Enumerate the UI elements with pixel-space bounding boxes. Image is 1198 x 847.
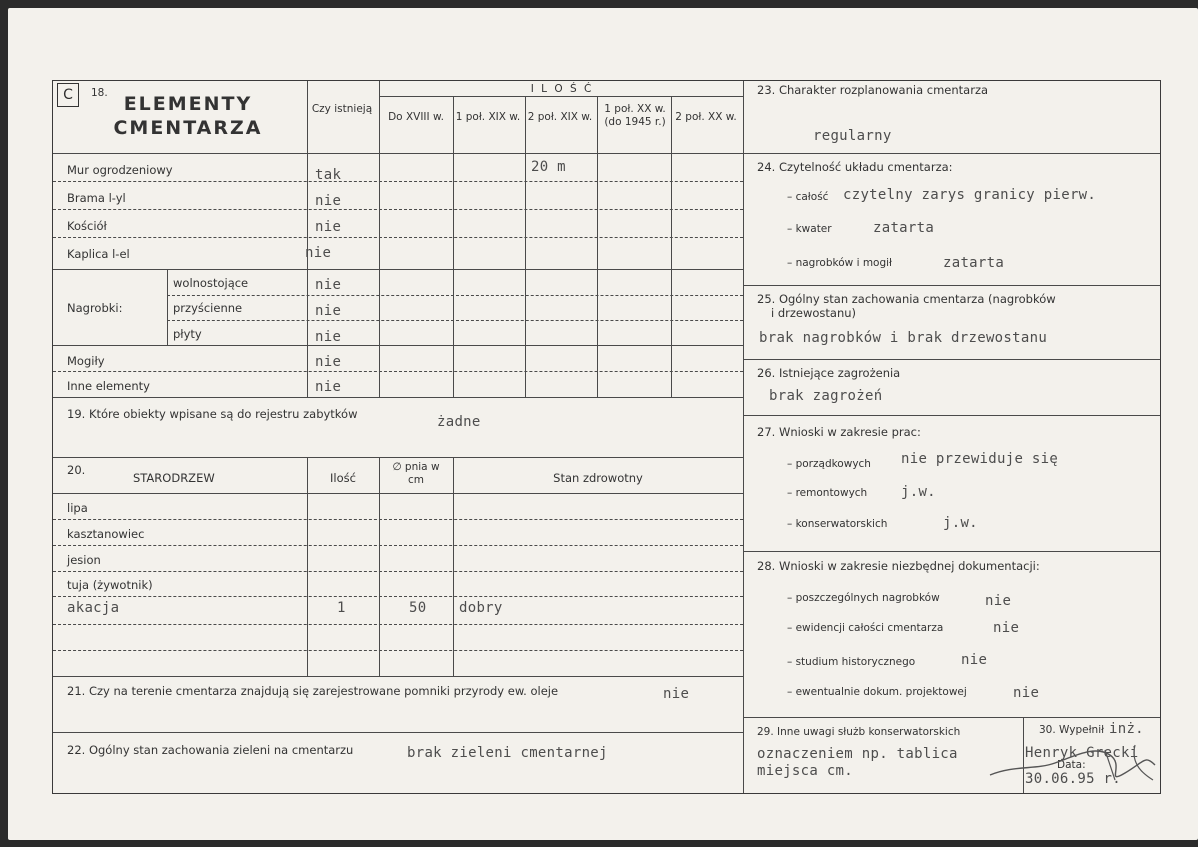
row-line bbox=[53, 209, 743, 210]
s30-data-label: Data: bbox=[1057, 759, 1086, 771]
s19-label: 19. Które obiekty wpisane są do rejestru zabytków bbox=[67, 407, 358, 421]
s27-bottom bbox=[743, 551, 1160, 552]
row-label: przyścienne bbox=[173, 301, 243, 315]
row-line bbox=[53, 345, 743, 346]
s24-kwater-label: – kwater bbox=[787, 223, 832, 235]
row-label: płyty bbox=[173, 327, 202, 341]
s18-header-bottom bbox=[53, 153, 743, 154]
row-label: wolnostojące bbox=[173, 276, 249, 290]
s28-bottom bbox=[743, 717, 1160, 718]
exists-value: nie bbox=[315, 219, 342, 235]
row-line bbox=[53, 237, 743, 238]
s24-nagr-label: – nagrobków i mogił bbox=[787, 257, 893, 269]
qty-2pol-xix-value: 20 m bbox=[531, 159, 566, 175]
s26-label: 26. Istniejące zagrożenia bbox=[757, 366, 901, 380]
s19-bottom bbox=[53, 457, 743, 458]
tree-row-line bbox=[53, 650, 743, 651]
s20-bottom bbox=[53, 676, 743, 677]
row-line bbox=[53, 371, 743, 372]
tree-row-line bbox=[53, 545, 743, 546]
tree-label: jesion bbox=[67, 553, 101, 567]
s27-rem-label: – remontowych bbox=[787, 487, 868, 499]
section-code-box: C bbox=[57, 83, 79, 107]
nagrobki-subcol-line bbox=[167, 269, 168, 345]
col-czy-istnieja: Czy istnieją bbox=[311, 103, 373, 115]
s23-label: 23. Charakter rozplanowania cmentarza bbox=[757, 83, 989, 97]
ilosc-underline bbox=[379, 96, 743, 97]
s28-a-label: – poszczególnych nagrobków bbox=[787, 592, 940, 604]
s20-col-line-1 bbox=[307, 457, 308, 676]
s18-title bbox=[93, 93, 283, 141]
tree-label: kasztanowiec bbox=[67, 527, 145, 541]
tree-condition: dobry bbox=[459, 600, 503, 616]
s20-col-ilosc: Ilość bbox=[330, 471, 356, 485]
s23-bottom bbox=[743, 153, 1160, 154]
s21-value: nie bbox=[663, 686, 690, 702]
s18-title-line1: ELEMENTY bbox=[123, 93, 253, 115]
s27-kons-value: j.w. bbox=[943, 515, 978, 531]
s26-value: brak zagrożeń bbox=[769, 388, 883, 404]
tree-label: tuja (żywotnik) bbox=[67, 578, 153, 592]
col-do-xviii: Do XVIII w. bbox=[388, 111, 444, 123]
s30-name-2: Henryk Grecki bbox=[1025, 745, 1139, 761]
s30-name-1: inż. bbox=[1109, 721, 1144, 737]
tree-diameter: 50 bbox=[409, 600, 427, 616]
s18-col-line-4 bbox=[525, 96, 526, 397]
s29-value-1: oznaczeniem np. tablica bbox=[757, 746, 958, 762]
s24-kwater-value: zatarta bbox=[873, 220, 935, 236]
s20-col-line-3 bbox=[453, 457, 454, 676]
s22-label: 22. Ogólny stan zachowania zieleni na cmentarzu bbox=[67, 743, 354, 757]
ilosc-header: I L O Ś Ć bbox=[530, 83, 594, 95]
col-1pol-xx: 1 poł. XX w. (do 1945 r.) bbox=[604, 103, 666, 129]
s30-date: 30.06.95 r. bbox=[1025, 771, 1122, 787]
s20-col-pnia: ∅ pnia w cm bbox=[392, 461, 440, 487]
exists-value: nie bbox=[305, 245, 332, 261]
s18-col-line-2 bbox=[379, 81, 380, 397]
exists-value: nie bbox=[315, 277, 342, 293]
s24-calosc-value: czytelny zarys granicy pierw. bbox=[843, 187, 1097, 203]
s30-label: 30. Wypełnił bbox=[1039, 724, 1105, 736]
row-line bbox=[53, 181, 743, 182]
s18-title-line2: CMENTARZA bbox=[113, 116, 263, 139]
s21-bottom bbox=[53, 732, 743, 733]
s28-d-label: – ewentualnie dokum. projektowej bbox=[787, 686, 967, 698]
s20-col-stan: Stan zdrowotny bbox=[553, 471, 643, 485]
row-label: Kościół bbox=[67, 219, 107, 233]
s28-b-value: nie bbox=[993, 620, 1020, 636]
s28-b-label: – ewidencji całości cmentarza bbox=[787, 622, 944, 634]
s29-value-2: miejsca cm. bbox=[757, 763, 854, 779]
row-line bbox=[167, 295, 743, 296]
s25-value: brak nagrobków i brak drzewostanu bbox=[759, 330, 1048, 346]
exists-value: nie bbox=[315, 193, 342, 209]
s18-col-line-1 bbox=[307, 81, 308, 397]
s27-rem-value: j.w. bbox=[901, 484, 936, 500]
tree-qty: 1 bbox=[337, 600, 346, 616]
tree-row-line bbox=[53, 519, 743, 520]
s18-col-line-5 bbox=[597, 96, 598, 397]
s27-porz-label: – porządkowych bbox=[787, 458, 871, 470]
row-line bbox=[53, 269, 743, 270]
s20-title: STARODRZEW bbox=[133, 471, 215, 485]
s28-d-value: nie bbox=[1013, 685, 1040, 701]
col-1pol-xix: 1 poł. XIX w. bbox=[455, 111, 521, 123]
s28-c-value: nie bbox=[961, 652, 988, 668]
row-label: Mogiły bbox=[67, 354, 105, 368]
s25-bottom bbox=[743, 359, 1160, 360]
s29-label: 29. Inne uwagi służb konserwatorskich bbox=[757, 726, 961, 738]
s25-label-1: 25. Ogólny stan zachowania cmentarza (nagrobków bbox=[757, 292, 1056, 306]
s24-bottom bbox=[743, 285, 1160, 286]
s19-value: żadne bbox=[437, 414, 481, 430]
s24-nagr-value: zatarta bbox=[943, 255, 1005, 271]
s26-bottom bbox=[743, 415, 1160, 416]
s20-number: 20. bbox=[67, 463, 86, 477]
s28-a-value: nie bbox=[985, 593, 1012, 609]
tree-label: akacja bbox=[67, 600, 120, 616]
s27-kons-label: – konserwatorskich bbox=[787, 518, 888, 530]
s28-c-label: – studium historycznego bbox=[787, 656, 916, 668]
column-divider bbox=[743, 81, 744, 793]
s21-label: 21. Czy na terenie cmentarza znajdują się zarejestrowane pomniki przyrody ew. oleje bbox=[67, 684, 559, 698]
tree-row-line bbox=[53, 571, 743, 572]
s24-calosc-label: – całość bbox=[787, 191, 829, 203]
tree-label: lipa bbox=[67, 501, 88, 515]
tree-row-line bbox=[53, 596, 743, 597]
nagrobki-label: Nagrobki: bbox=[67, 301, 123, 315]
col-2pol-xix: 2 poł. XIX w. bbox=[527, 111, 593, 123]
exists-value: nie bbox=[315, 329, 342, 345]
s24-label: 24. Czytelność układu cmentarza: bbox=[757, 160, 953, 174]
s18-number: 18. bbox=[91, 87, 108, 99]
form-frame bbox=[52, 80, 1161, 794]
row-label: Kaplica l-el bbox=[67, 247, 130, 261]
row-line bbox=[167, 320, 743, 321]
s22-value: brak zieleni cmentarnej bbox=[407, 745, 608, 761]
exists-value: nie bbox=[315, 303, 342, 319]
row-label: Brama l-yl bbox=[67, 191, 126, 205]
tree-row-line bbox=[53, 624, 743, 625]
s18-bottom bbox=[53, 397, 743, 398]
s23-value: regularny bbox=[813, 128, 892, 144]
exists-value: nie bbox=[315, 354, 342, 370]
s18-col-line-3 bbox=[453, 96, 454, 397]
s25-label-2: i drzewostanu) bbox=[771, 306, 857, 320]
handwritten-signature bbox=[985, 735, 1165, 795]
s18-col-line-6 bbox=[671, 96, 672, 397]
s27-porz-value: nie przewiduje się bbox=[901, 451, 1059, 467]
exists-value: nie bbox=[315, 379, 342, 395]
s28-label: 28. Wnioski w zakresie niezbędnej dokumentacji: bbox=[757, 559, 1040, 573]
col-2pol-xx: 2 poł. XX w. bbox=[675, 111, 737, 123]
s20-header-bottom bbox=[53, 493, 743, 494]
s20-col-line-2 bbox=[379, 457, 380, 676]
s27-label: 27. Wnioski w zakresie prac: bbox=[757, 425, 921, 439]
row-label: Inne elementy bbox=[67, 379, 150, 393]
exists-value: tak bbox=[315, 167, 342, 183]
row-label: Mur ogrodzeniowy bbox=[67, 163, 173, 177]
